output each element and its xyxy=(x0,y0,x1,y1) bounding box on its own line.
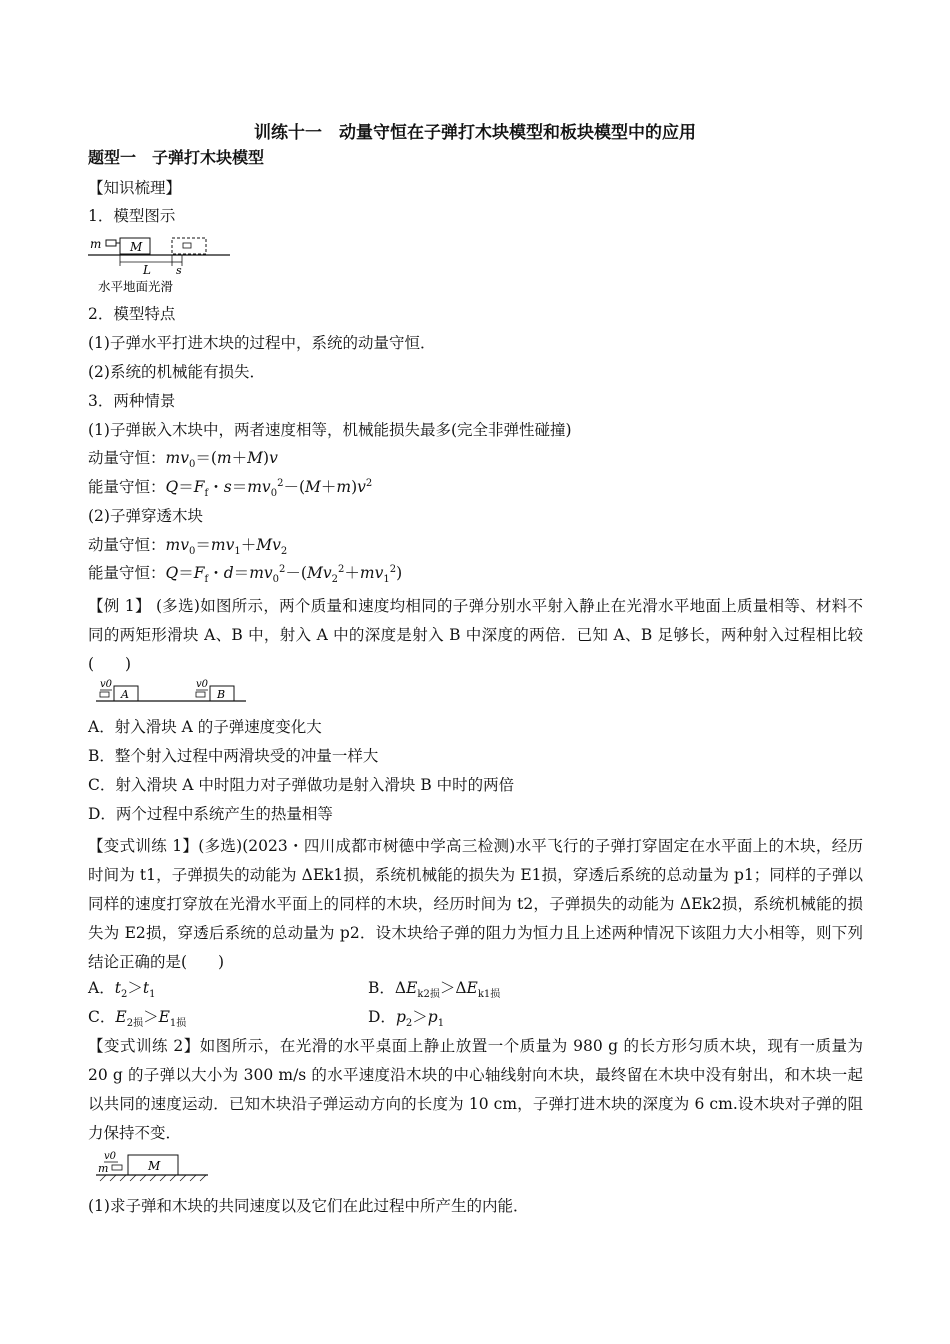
page-title: 训练十一 动量守恒在子弹打木块模型和板块模型中的应用 xyxy=(254,123,696,143)
bullet-block-diagram xyxy=(88,234,238,296)
case-1-energy: 能量守恒：$Q=F_f$・$s=mv_0^2-(M+m)v^2$ xyxy=(88,477,373,500)
feature-2: (2)系统的机械能有损失． xyxy=(88,363,265,381)
example-1-option-d: D．两个过程中系统产生的热量相等 xyxy=(88,805,333,823)
item-model-figure: 1．模型图示 xyxy=(88,207,176,225)
caption-smooth-ground: 水平地面光滑 xyxy=(98,279,174,294)
item-two-cases: 3．两种情景 xyxy=(88,392,176,410)
case-1: (1)子弹嵌入木块中，两者速度相等，机械能损失最多(完全非弹性碰撞) xyxy=(88,421,572,439)
svg-text:m: m xyxy=(98,1162,109,1175)
label-s: s xyxy=(176,264,182,277)
svg-text:v0: v0 xyxy=(196,679,209,690)
feature-1: (1)子弹水平打进木块的过程中，系统的动量守恒． xyxy=(88,334,436,352)
variation-1-option-c: C．$E_{2损}>E_{1损}$ xyxy=(88,1008,187,1030)
variation-2-question-1: (1)求子弹和木块的共同速度以及它们在此过程中所产生的内能． xyxy=(88,1197,529,1215)
case-2-energy: 能量守恒：$Q=F_f$・$d=mv_0^2-(Mv_2^2+mv_1^2)$ xyxy=(88,563,403,586)
variation-2-figure xyxy=(96,1148,216,1184)
variation-1-stem: 【变式训练 1】(多选)(2023・四川成都市树德中学高三检测)水平飞行的子弹打穿固定在水平面上的木块，经历时间为 t1，子弹损失的动能为 ΔEk1损，系统机械能的损失为 E1损，穿透后系统的总动量为 p1；同样的子弹以同样的速度打穿放在光滑水平面上的同样的木块，经历时间为 t2，子弹损失的动能为 ΔEk2损，系统机械能的损失为 E2损，穿透后系统的总动量为 p2．设木块给子弹的阻力为恒力且上述两种情况下该阻力大小相等，则下列结论正确的是( ) xyxy=(88,837,863,971)
svg-text:v0: v0 xyxy=(104,1151,117,1162)
svg-text:A: A xyxy=(121,688,129,701)
label-L: L xyxy=(143,263,151,277)
block-dashed xyxy=(172,238,206,254)
example-1-stem: 【例 1】 (多选)如图所示，两个质量和速度均相同的子弹分别水平射入静止在光滑水平地面上质量相等、材料不同的两矩形滑块 A、B 中，射入 A 中的深度是射入 B 中深度的两倍．已知 A、B 足够长，两种射入过程相比较( ) xyxy=(88,597,863,673)
svg-text:M: M xyxy=(148,1159,161,1173)
section-heading: 题型一 子弹打木块模型 xyxy=(88,148,265,167)
svg-text:B: B xyxy=(217,688,226,701)
example-1-option-a: A．射入滑块 A 的子弹速度变化大 xyxy=(88,718,322,736)
variation-1-option-d: D．$p_2>p_1$ xyxy=(368,1008,445,1030)
knowledge-heading: 【知识梳理】 xyxy=(88,179,182,197)
svg-text:v0: v0 xyxy=(100,679,113,690)
example-1-option-c: C．射入滑块 A 中时阻力对子弹做功是射入滑块 B 中时的两倍 xyxy=(88,776,515,794)
variation-1-option-a: A．$t_2>t_1$ xyxy=(88,979,156,1001)
variation-2-stem: 【变式训练 2】如图所示，在光滑的水平桌面上静止放置一个质量为 980 g 的长方形匀质木块，现有一质量为 20 g 的子弹以大小为 300 m/s 的水平速度沿木块的中心轴线射向木块，最终留在木块中没有射出，和木块一起以共同的速度运动．已知木块沿子弹运动方向的长度为 10 cm，子弹打进木块的深度为 6 cm.设木块对子弹的阻力保持不变． xyxy=(88,1037,863,1142)
example-1-figure xyxy=(96,677,256,707)
case-2-momentum: 动量守恒：$mv_0=mv_1+Mv_2$ xyxy=(88,536,288,558)
item-model-features: 2．模型特点 xyxy=(88,305,176,323)
label-m: m xyxy=(90,237,102,251)
label-M: M xyxy=(130,240,143,254)
case-1-momentum: 动量守恒：$mv_0=(m+M)v$ xyxy=(88,449,278,471)
case-2: (2)子弹穿透木块 xyxy=(88,507,203,525)
bullet xyxy=(106,240,116,246)
example-1-option-b: B．整个射入过程中两滑块受的冲量一样大 xyxy=(88,747,379,765)
variation-1-option-b: B．$\Delta E_{k2损}>\Delta E_{k1损}$ xyxy=(368,979,501,1001)
